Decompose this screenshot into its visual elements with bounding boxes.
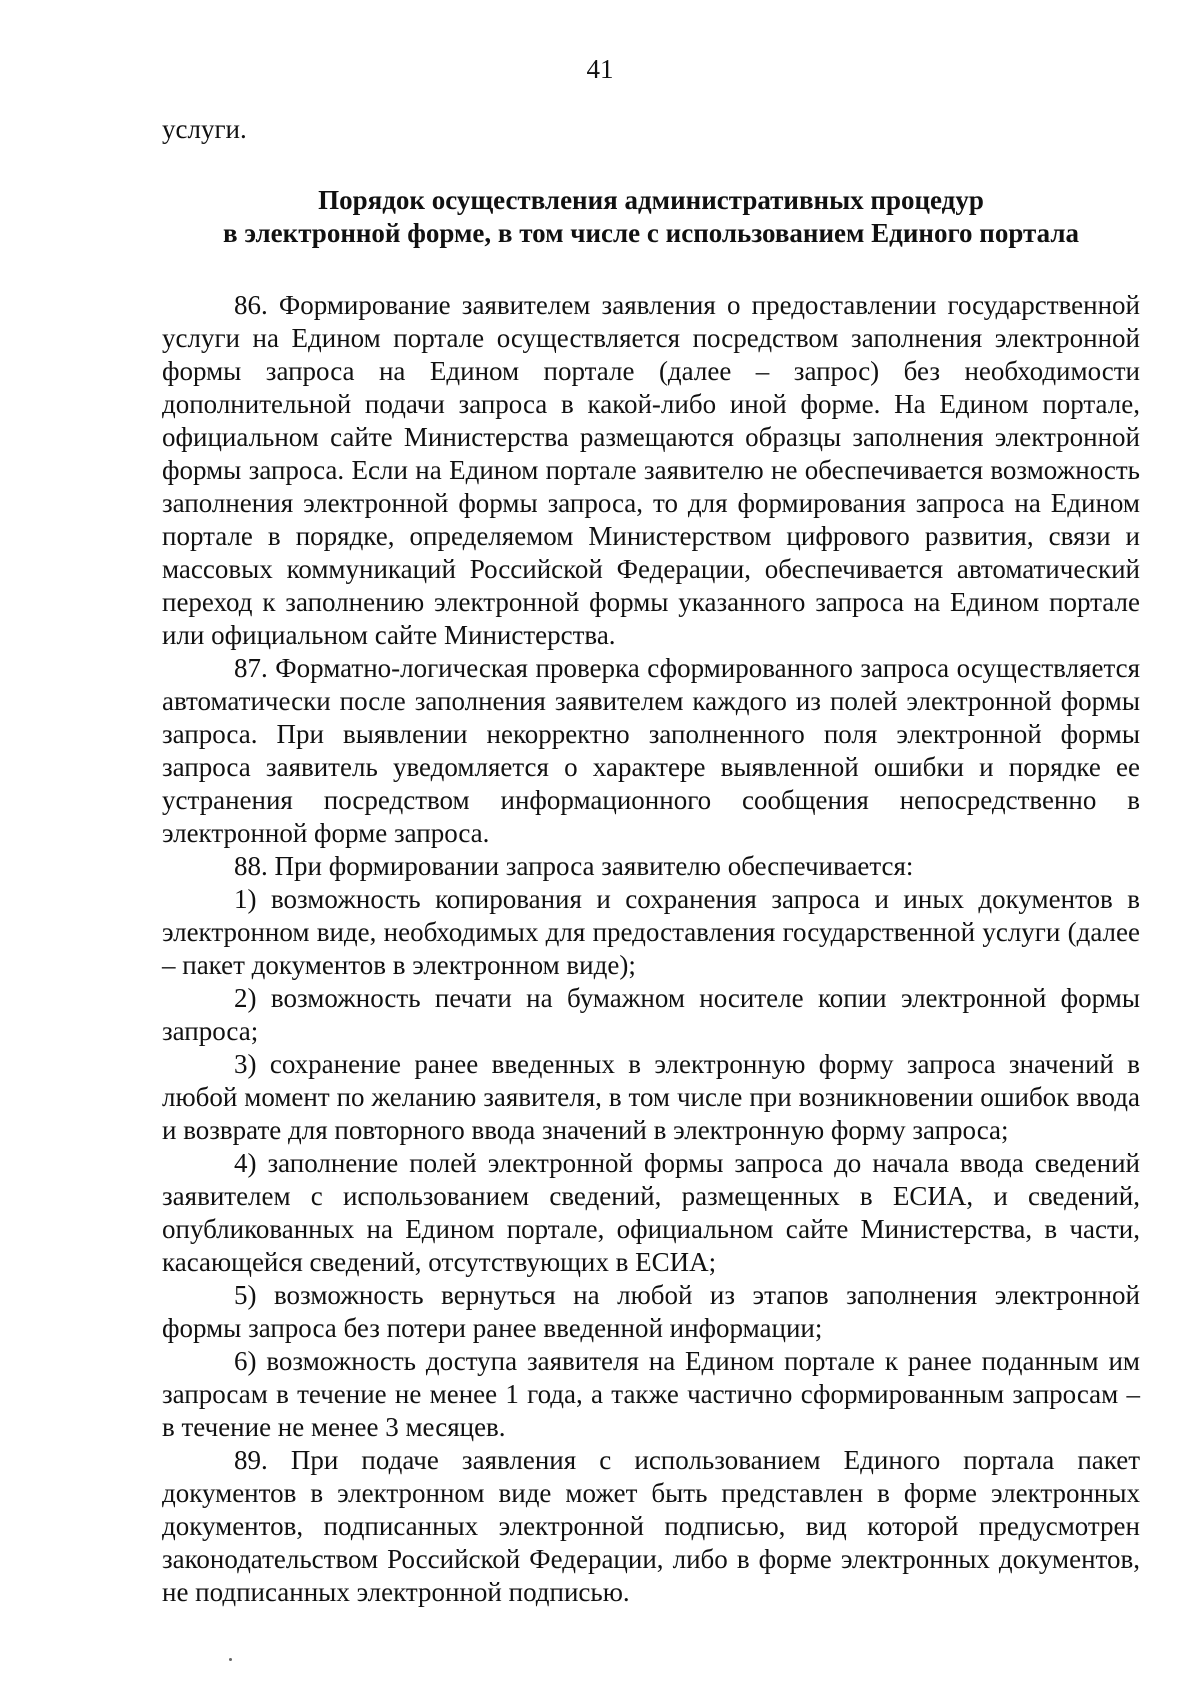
paragraphs	[162, 289, 1140, 1609]
paragraph-88: 88. При формировании запроса заявителю обеспечивается:	[234, 851, 914, 881]
section-heading-line-2: в электронной форме, в том числе с использованием Единого портала	[223, 218, 1079, 248]
list-item-88-1: 1) возможность копирования и сохранения запроса и иных документов в электронном виде, необходимых для предоставления государственной услуги (далее – пакет документов в электронном виде);	[162, 884, 1140, 980]
section-heading	[162, 184, 1140, 250]
section-heading-line-1: Порядок осуществления административных процедур	[318, 185, 984, 215]
list-item-88-6: 6) возможность доступа заявителя на Едином портале к ранее поданным им запросам в течение не менее 1 года, а также частично сформированным запросам – в течение не менее 3 месяцев.	[162, 1346, 1140, 1442]
list-item-88-5: 5) возможность вернуться на любой из этапов заполнения электронной формы запроса без потери ранее введенной информации;	[162, 1280, 1140, 1343]
scan-speck	[229, 1658, 232, 1661]
paragraph-86: 86. Формирование заявителем заявления о предоставлении государственной услуги на Едином портале осуществляется посредством заполнения электронной формы запроса на Едином портале (далее – запрос) без необходимости дополнительной подачи запроса в какой-либо иной форме. На Едином портале, официальном сайте Министерства размещаются образцы заполнения электронной формы запроса. Если на Едином портале заявителю не обеспечивается возможность заполнения электронной формы запроса, то для формирования запроса на Едином портале в порядке, определяемом Министерством цифрового развития, связи и массовых коммуникаций Российской Федерации, обеспечивается автоматический переход к заполнению электронной формы указанного запроса на Едином портале или официальном сайте Министерства.	[162, 290, 1140, 650]
list-item-88-3: 3) сохранение ранее введенных в электронную форму запроса значений в любой момент по желанию заявителя, в том числе при возникновении ошибок ввода и возврате для повторного ввода значений в электронную форму запроса;	[162, 1049, 1140, 1145]
list-item-88-4: 4) заполнение полей электронной формы запроса до начала ввода сведений заявителем с использованием сведений, размещенных в ЕСИА, и сведений, опубликованных на Едином портале, официальном сайте Министерства, в части, касающейся сведений, отсутствующих в ЕСИА;	[162, 1148, 1140, 1277]
paragraph-89: 89. При подаче заявления с использованием Единого портала пакет документов в электронном виде может быть представлен в форме электронных документов, подписанных электронной подписью, вид которой предусмотрен законодательством Российской Федерации, либо в форме электронных документов, не подписанных электронной подписью.	[162, 1445, 1140, 1607]
paragraph-87: 87. Форматно-логическая проверка сформированного запроса осуществляется автоматически после заполнения заявителем каждого из полей электронной формы запроса. При выявлении некорректно заполненного поля электронной формы запроса заявитель уведомляется о характере выявленной ошибки и порядке ее устранения посредством информационного сообщения непосредственно в электронной форме запроса.	[162, 653, 1140, 848]
document-body	[162, 113, 1140, 1609]
list-item-88-2: 2) возможность печати на бумажном носителе копии электронной формы запроса;	[162, 983, 1140, 1046]
continuation-text: услуги.	[162, 114, 247, 144]
page-number: 41	[586, 54, 614, 84]
